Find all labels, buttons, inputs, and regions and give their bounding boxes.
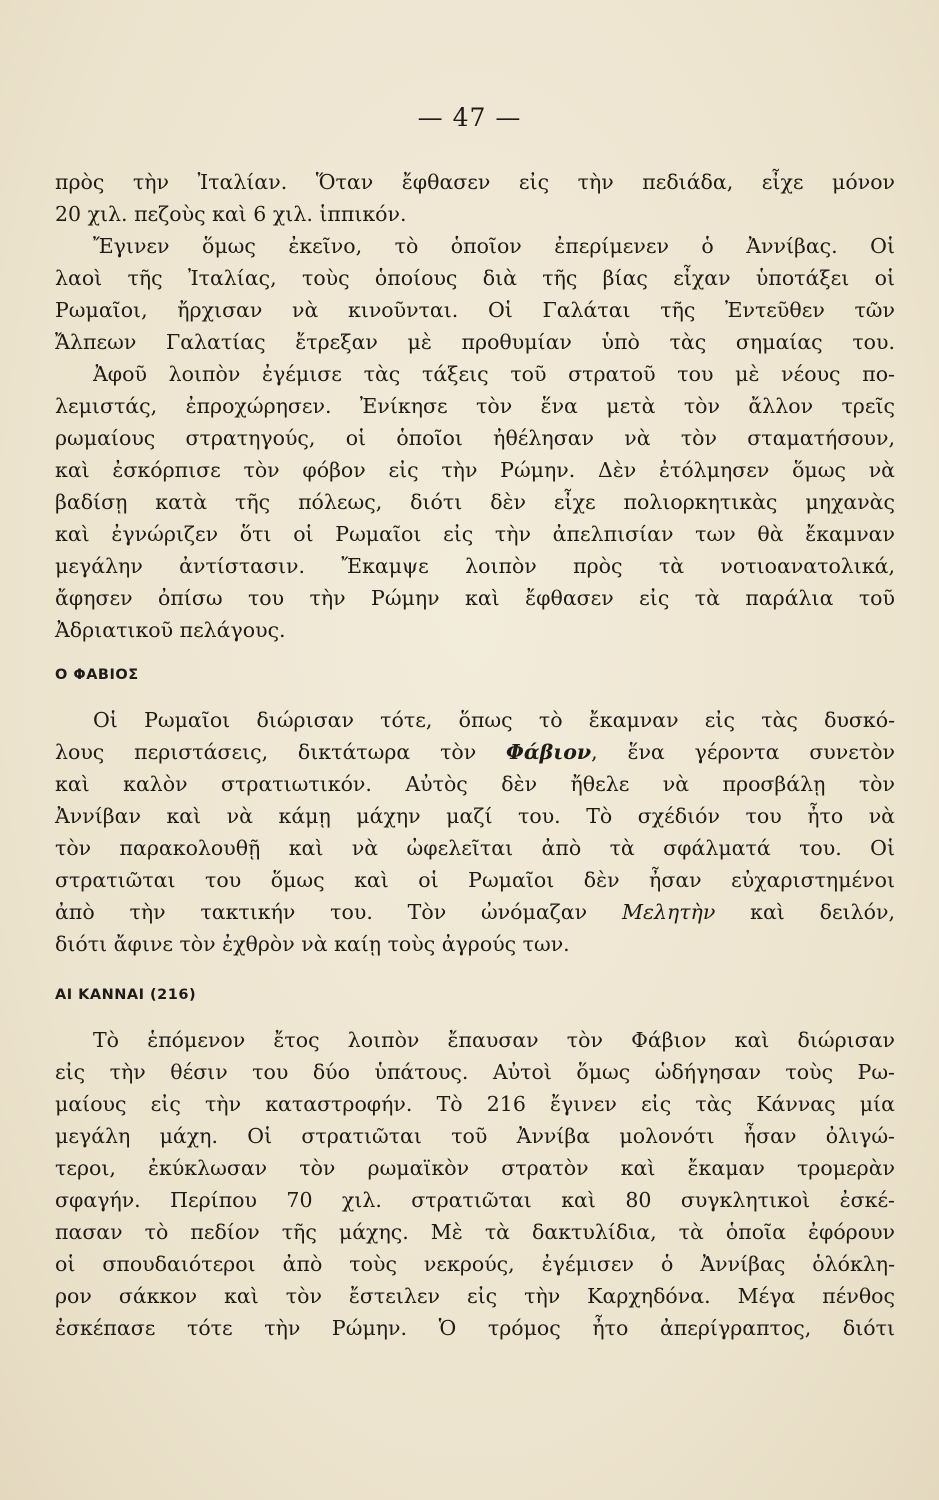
text-line: Ἀφοῦ λοιπὸν ἐγέμισε τὰς τάξεις τοῦ στρατοῦ του μὲ νέους πο-: [93, 362, 895, 386]
text-line: Ἄλπεων Γαλατίας ἔτρεξαν μὲ προθυμίαν ὑπὸ τὰς σημαίας του.: [55, 330, 895, 354]
text-line: μεγάλη μάχη. Οἱ στρατιῶται τοῦ Ἀννίβα μολονότι ἦσαν ὀλιγώ-: [55, 1124, 895, 1148]
text-line: τὸν παρακολουθῇ καὶ νὰ ὠφελεῖται ἀπὸ τὰ σφάλματά του. Οἱ: [55, 836, 895, 860]
text-line: πρὸς τὴν Ἰταλίαν. Ὅταν ἔφθασεν εἰς τὴν πεδιάδα, εἶχε μόνον: [55, 170, 895, 194]
text-line: Ρωμαῖοι, ἤρχισαν νὰ κινοῦνται. Οἱ Γαλάται τῆς Ἐντεῦθεν τῶν: [55, 298, 895, 322]
text-line: βαδίσῃ κατὰ τῆς πόλεως, διότι δὲν εἶχε πολιορκητικὰς μηχανὰς: [55, 490, 895, 514]
text-line: στρατιῶται του ὅμως καὶ οἱ Ρωμαῖοι δὲν ἦσαν εὐχαριστημένοι: [55, 868, 895, 892]
text-line: λους περιστάσεις, δικτάτωρα τὸν Φάβιον, ἕνα γέροντα συνετὸν: [55, 740, 895, 764]
text-line: τεροι, ἐκύκλωσαν τὸν ρωμαϊκὸν στρατὸν καὶ ἔκαμαν τρομερὰν: [55, 1156, 895, 1180]
section-heading-kannai: ΑΙ ΚΑΝΝΑΙ (216): [55, 987, 197, 1003]
text-line: διότι ἄφινε τὸν ἐχθρὸν νὰ καίῃ τοὺς ἀγρούς των.: [55, 932, 570, 956]
text-line: λεμιστάς, ἐπροχώρησεν. Ἐνίκησε τὸν ἕνα μετὰ τὸν ἄλλον τρεῖς: [55, 394, 895, 418]
text-line: καὶ ἐγνώριζεν ὅτι οἱ Ρωμαῖοι εἰς τὴν ἀπελπισίαν των θὰ ἔκαμναν: [55, 522, 895, 546]
name-fabios: Φάβιον: [506, 740, 592, 764]
body-text: [55, 166, 895, 1344]
text-line: ρον σάκκον καὶ τὸν ἔστειλεν εἰς τὴν Καρχηδόνα. Μέγα πένθος: [55, 1284, 895, 1308]
section-heading-fabios: Ο ΦΑΒΙΟΣ: [55, 667, 139, 683]
text-line: Τὸ ἑπόμενον ἔτος λοιπὸν ἔπαυσαν τὸν Φάβιον καὶ διώρισαν: [93, 1028, 895, 1052]
text-line: μεγάλην ἀντίστασιν. Ἔκαμψε λοιπὸν πρὸς τὰ νοτιοανατολικά,: [55, 554, 895, 578]
text-line: Ἀννίβαν καὶ νὰ κάμῃ μάχην μαζί του. Τὸ σχέδιόν του ἦτο νὰ: [55, 804, 895, 828]
name-melitis: Μελητὴν: [621, 900, 716, 924]
text-line: οἱ σπουδαιότεροι ἀπὸ τοὺς νεκρούς, ἐγέμισεν ὁ Ἀννίβας ὁλόκλη-: [55, 1252, 895, 1276]
page-number: — 47 —: [417, 103, 522, 132]
text-line: ἀπὸ τὴν τακτικήν του. Τὸν ὠνόμαζαν Μελητὴν καὶ δειλόν,: [55, 900, 895, 924]
text-line: καὶ ἐσκόρπισε τὸν φόβον εἰς τὴν Ρώμην. Δὲν ἐτόλμησεν ὅμως νὰ: [55, 458, 895, 482]
text-line: σφαγήν. Περίπου 70 χιλ. στρατιῶται καὶ 80 συγκλητικοὶ ἐσκέ-: [55, 1188, 895, 1212]
text-line: ρωμαίους στρατηγούς, οἱ ὁποῖοι ἠθέλησαν νὰ τὸν σταματήσουν,: [55, 426, 895, 450]
text-line: Οἱ Ρωμαῖοι διώρισαν τότε, ὅπως τὸ ἔκαμναν εἰς τὰς δυσκό-: [93, 708, 895, 732]
text-line: πασαν τὸ πεδίον τῆς μάχης. Μὲ τὰ δακτυλίδια, τὰ ὁποῖα ἐφόρουν: [55, 1220, 895, 1244]
text-line: καὶ καλὸν στρατιωτικόν. Αὐτὸς δὲν ἤθελε νὰ προσβάλῃ τὸν: [55, 772, 895, 796]
text-line: Ἀδριατικοῦ πελάγους.: [55, 618, 286, 642]
text-line: 20 χιλ. πεζοὺς καὶ 6 χιλ. ἱππικόν.: [55, 202, 407, 226]
text-line: ἐσκέπασε τότε τὴν Ρώμην. Ὁ τρόμος ἦτο ἀπερίγραπτος, διότι: [55, 1316, 895, 1340]
text-line: λαοὶ τῆς Ἰταλίας, τοὺς ὁποίους διὰ τῆς βίας εἶχαν ὑποτάξει οἱ: [55, 266, 895, 290]
text-line: Ἔγινεν ὅμως ἐκεῖνο, τὸ ὁποῖον ἐπερίμενεν ὁ Ἀννίβας. Οἱ: [93, 234, 895, 258]
text-line: ἄφησεν ὀπίσω του τὴν Ρώμην καὶ ἔφθασεν εἰς τὰ παράλια τοῦ: [55, 586, 895, 610]
text-line: μαίους εἰς τὴν καταστροφήν. Τὸ 216 ἔγινεν εἰς τὰς Κάννας μία: [55, 1092, 895, 1116]
text-line: εἰς τὴν θέσιν του δύο ὑπάτους. Αὐτοὶ ὅμως ὡδήγησαν τοὺς Ρω-: [55, 1060, 895, 1084]
